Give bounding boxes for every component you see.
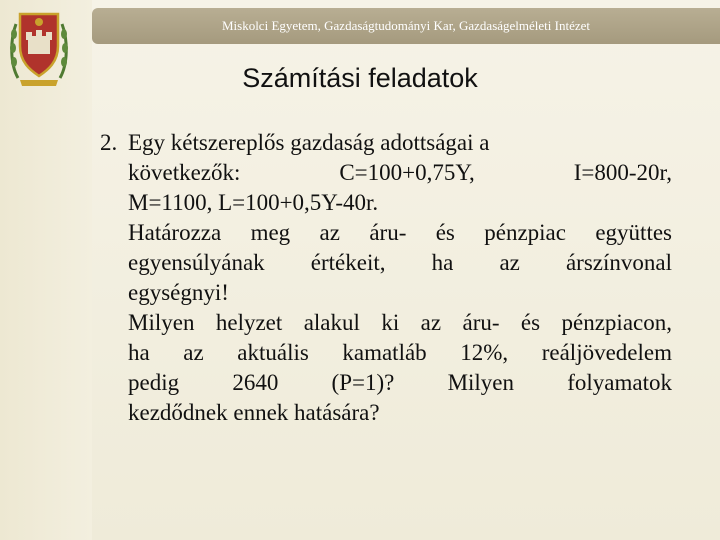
task-line: egyensúlyának értékeit, ha az árszínvonal	[128, 250, 672, 275]
equation-money: M=1100, L=100+0,5Y-40r.	[128, 190, 379, 215]
task-line: kezdődnek ennek hatására?	[128, 400, 380, 425]
task-line: pedig 2640 (P=1)? Milyen folyamatok	[128, 370, 672, 395]
problem-statement	[100, 128, 672, 218]
task-line: Határozza meg az áru- és pénzpiac együttes	[128, 220, 672, 245]
institution-header: Miskolci Egyetem, Gazdaságtudományi Kar, Gazdaságelméleti Intézet	[221, 18, 591, 33]
problem-content	[100, 128, 672, 428]
problem-number: 2.	[100, 130, 118, 155]
equation-consumption: C=100+0,75Y,	[339, 160, 475, 185]
problem-line-equations	[128, 158, 672, 188]
task-one	[100, 218, 672, 308]
task-line: Milyen helyzet alakul ki az áru- és pénzpiacon,	[128, 310, 672, 335]
task-line: ha az aktuális kamatláb 12%, reáljövedelem	[128, 340, 672, 365]
problem-text-fragment: következők:	[128, 160, 241, 185]
task-two	[100, 308, 672, 428]
task-line: egységnyi!	[128, 280, 229, 305]
university-crest-icon	[6, 4, 72, 90]
slide-title: Számítási feladatok	[242, 63, 478, 93]
problem-line: Egy kétszereplős gazdaság adottságai a	[128, 130, 490, 155]
equation-investment: I=800-20r,	[573, 160, 672, 185]
